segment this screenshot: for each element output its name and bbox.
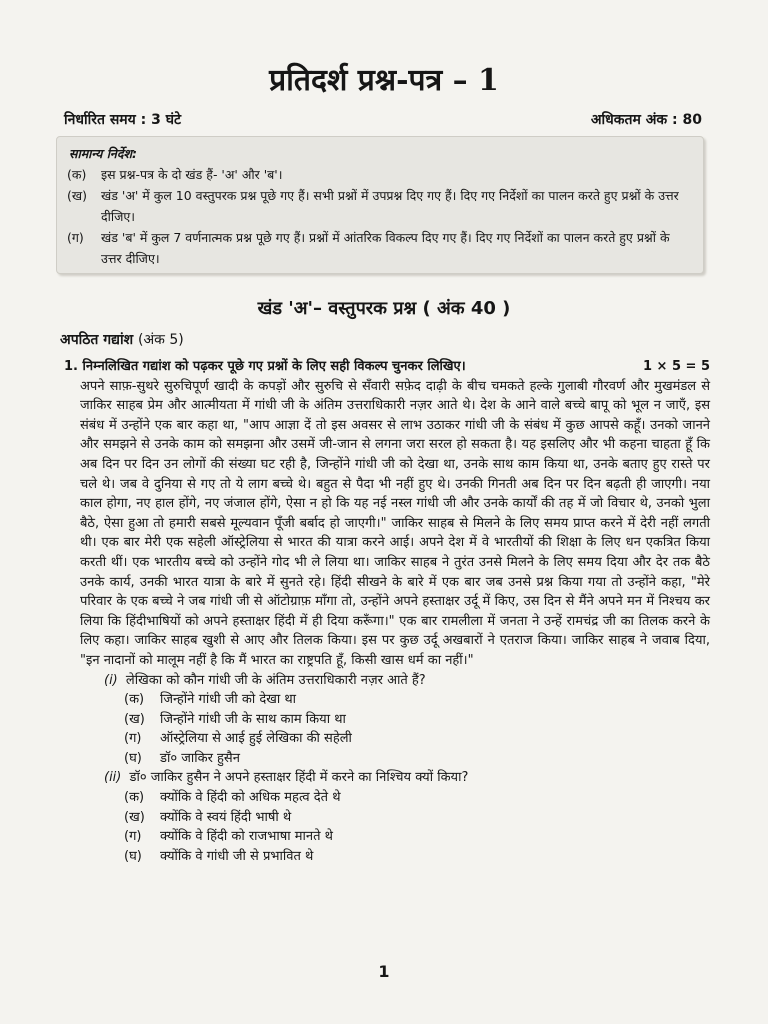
sub-question-number: (i)	[104, 672, 118, 688]
option-item	[124, 827, 710, 847]
option-text: क्योंकि वे गांधी जी से प्रभावित थे	[160, 848, 314, 864]
options-list	[124, 788, 710, 866]
options-list	[124, 690, 710, 768]
subsection-label: अपठित गद्यांश	[60, 332, 134, 348]
question-prompt-line	[60, 357, 466, 377]
option-label: (ग)	[124, 829, 142, 845]
option-text: क्योंकि वे स्वयं हिंदी भाषी थे	[160, 809, 292, 825]
option-item	[124, 808, 710, 828]
option-label: (घ)	[124, 848, 142, 864]
instruction-label: (क)	[67, 167, 87, 182]
option-item	[124, 729, 710, 749]
passage-text: अपने साफ़-सुथरे सुरुचिपूर्ण खादी के कपड़ों और सुरुचि से सँवारी सफ़ेद दाढ़ी के बीच चमकते हल्के गुलाबी गौरवर्ण और मुखमंडल से जाकिर साहब प्रेम और आत्मीयता में गांधी जी के अंतिम उत्तराधिकारी नज़र आते थे। देश के आने वाले बच्चे बापू को भूल न जाएँ, इस संबंध में उन्होंने एक बार कहा था, "आप आज्ञा दें तो इस अवसर से लाभ उठाकर गांधी जी के संबंध में कुछ आपसे कहूँ। उनको जानने और समझने से उनके काम को समझना और उसमें जी-जान से लगना जरा सरल हो सकता है। यह इसलिए और भी कहना चाहता हूँ कि अब दिन पर दिन उन लोगों की संख्या घट रही है, जिन्होंने गांधी जी को देखा था, उनके साथ काम किया था, उनके बताए हुए रास्ते पर चले थे। जब वे दुनिया से गए तो ये लाग बच्चे थे। बहुत से पैदा भी नहीं हुए थे। उनकी गिनती अब दिन पर दिन बढ़ती ही जाएगी। नया काल होगा, नए हाल होंगे, नए जंजाल होंगे, ऐसा न हो कि यह नई नस्ल गांधी जी और उनके कार्यों की तह में जो विचार थे, उनको भुला बैठे, ऐसा हुआ तो हमारी सबसे मूल्यवान पूँजी बर्बाद हो जाएगी।" जाकिर साहब से मिलने के लिए समय प्राप्त करने में देरी नहीं लगती थी। एक बार मेरी एक सहेली ऑस्ट्रेलिया से भारत की यात्रा करने आई। अपने देश में वे भारतीयों की शिक्षा के लिए धन एकत्रित किया करती थीं। एक भारतीय बच्चे को उन्होंने गोद भी ले लिया था। जाकिर साहब ने तुरंत उनसे मिलने के लिए समय दिया और देर तक बैठे उनके कार्य, उनकी भारत यात्रा के बारे में सुनते रहे। हिंदी सीखने के बारे में एक बार जब उनसे प्रश्न किया गया तो उन्होंने कहा, "मेरे परिवार के एक बच्चे ने जब गांधी जी से ऑटोग्राफ़ माँगा तो, उन्होंने अपने हस्ताक्षर उर्दू में किए, उस दिन से मैंने अपने मन में निश्चय कर लिया कि हिंदीभाषियों को अपने हस्ताक्षर हिंदी में ही दिया करूँगा।" एक बार रामलीला में जनता ने उन्हें रामचंद्र जी का तिलक करने के लिए कहा। जाकिर साहब खुशी से आए और तिलक किया। इस पर कुछ उर्दू अखबारों ने एतराज किया। जाकिर साहब ने जवाब दिया, "इन नादानों को मालूम नहीं है कि मैं भारत का राष्ट्रपति हूँ, किसी खास धर्म का नहीं।"	[80, 378, 710, 668]
instruction-item	[67, 164, 693, 185]
subsection-marks: (अंक 5)	[138, 332, 184, 348]
instruction-label: (ग)	[67, 230, 84, 245]
option-item	[124, 749, 710, 769]
option-label: (क)	[124, 692, 145, 708]
instruction-text: इस प्रश्न-पत्र के दो खंड हैं- 'अ' और 'ब'।	[101, 167, 283, 182]
instruction-label: (ख)	[67, 188, 87, 203]
sub-question-text: डॉ० जाकिर हुसैन ने अपने हस्ताक्षर हिंदी में करने का निश्चिय क्यों किया?	[129, 770, 469, 786]
option-label: (घ)	[124, 750, 142, 766]
sub-question-text: लेखिका को कौन गांधी जी के अंतिम उत्तराधिकारी नज़र आते हैं?	[125, 672, 426, 688]
instruction-item	[67, 185, 693, 227]
question-number: 1.	[64, 359, 78, 374]
question-marks: 1 × 5 = 5	[642, 359, 710, 374]
sub-question-number: (ii)	[104, 770, 122, 786]
time-allowed: निर्धारित समय : 3 घंटे	[64, 112, 182, 128]
sub-question	[104, 671, 710, 691]
option-item	[124, 847, 710, 867]
sub-question	[104, 768, 710, 788]
option-label: (क)	[124, 790, 145, 806]
section-heading: खंड 'अ'– वस्तुपरक प्रश्न ( अंक 40 )	[257, 298, 511, 319]
question-prompt: निम्नलिखित गद्यांश को पढ़कर पूछे गए प्रश्नों के लिए सही विकल्प चुनकर लिखिए।	[82, 359, 466, 374]
option-label: (ग)	[124, 731, 142, 747]
instruction-text: खंड 'ब' में कुल 7 वर्णनात्मक प्रश्न पूछे गए हैं। प्रश्नों में आंतरिक विकल्प दिए गए हैं। दिए गए निर्देशों का पालन करते हुए प्रश्नों के उत्तर दीजिए।	[101, 230, 670, 266]
option-item	[124, 788, 710, 808]
option-item	[124, 690, 710, 710]
option-label: (ख)	[124, 809, 145, 825]
page-number: 1	[378, 962, 390, 981]
option-item	[124, 710, 710, 730]
option-text: क्योंकि वे हिंदी को राजभाषा मानते थे	[160, 829, 333, 845]
page-title: प्रतिदर्श प्रश्न-पत्र – 1	[269, 63, 499, 98]
option-text: डॉ० जाकिर हुसैन	[160, 750, 240, 766]
question-1	[60, 357, 710, 866]
instruction-text: खंड 'अ' में कुल 10 वस्तुपरक प्रश्न पूछे गए हैं। सभी प्रश्नों में उपप्रश्न दिए गए हैं। दिए गए निर्देशों का पालन करते हुए प्रश्नों के उत्तर दीजिए।	[101, 188, 679, 224]
max-marks: अधिकतम अंक : 80	[590, 112, 702, 128]
option-text: क्योंकि वे हिंदी को अधिक महत्व देते थे	[160, 790, 341, 806]
option-label: (ख)	[124, 711, 145, 727]
subsection-heading	[60, 330, 184, 349]
instructions-heading: सामान्य निर्देश:	[69, 146, 138, 161]
option-text: ऑस्ट्रेलिया से आई हुई लेखिका की सहेली	[160, 731, 352, 747]
general-instructions-box	[56, 136, 704, 274]
option-text: जिन्होंने गांधी जी के साथ काम किया था	[160, 711, 346, 727]
question-header	[60, 357, 710, 377]
option-text: जिन्होंने गांधी जी को देखा था	[160, 692, 297, 708]
instruction-item	[67, 227, 693, 269]
